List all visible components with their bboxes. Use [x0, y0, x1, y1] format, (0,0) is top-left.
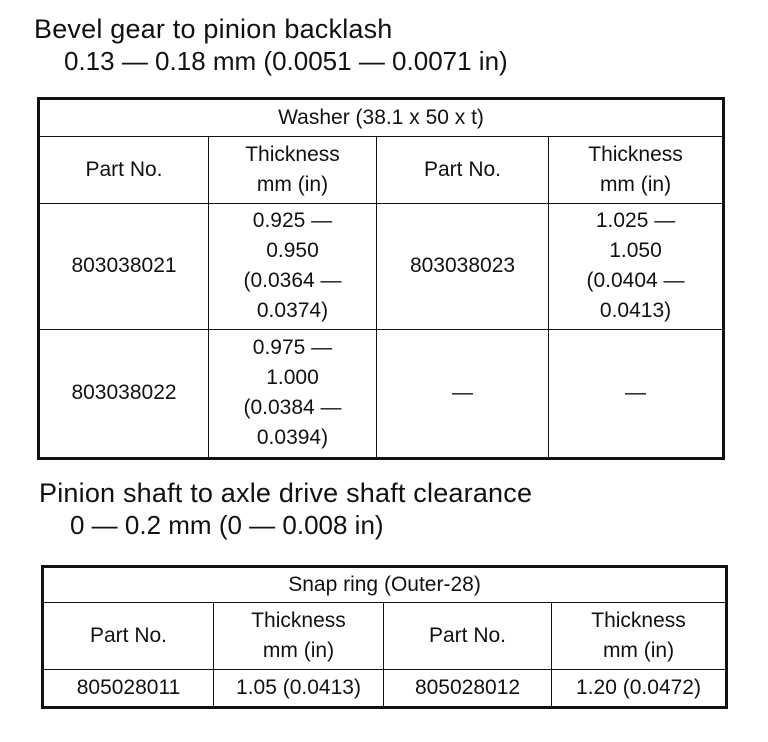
washer-header-thickness-1: [209, 137, 377, 204]
snap-ring-header-thickness-1: [214, 603, 384, 670]
thickness-line: 0.0374): [256, 299, 329, 323]
clearance-title: Pinion shaft to axle drive shaft clearance: [39, 478, 533, 508]
part-number-cell: 805028012: [384, 670, 552, 708]
clearance-spec: 0 — 0.2 mm (0 — 0.008 in): [70, 510, 384, 540]
thickness-cell: 1.20 (0.0472): [552, 670, 727, 708]
table-row: [43, 670, 727, 708]
washer-table-title: Washer (38.1 x 50 x t): [39, 99, 724, 137]
washer-title-row: [39, 99, 724, 137]
part-number-cell: 805028011: [43, 670, 214, 708]
snap-ring-header-part-no-2: Part No.: [384, 603, 552, 670]
thickness-line: 0.0413): [599, 299, 672, 323]
thickness-unit: mm (in): [262, 639, 335, 662]
part-number-cell: 803038022: [39, 329, 209, 458]
thickness-line: 0.975 —: [252, 336, 333, 360]
thickness-line: (0.0384 —: [243, 396, 342, 420]
thickness-cell: [209, 203, 377, 329]
thickness-unit: mm (in): [599, 173, 672, 197]
thickness-cell: [549, 203, 724, 329]
empty-part-cell: —: [377, 329, 549, 458]
thickness-line: 0.925 —: [252, 209, 333, 233]
thickness-line: 1.050: [609, 239, 662, 263]
thickness-line: 0.0394): [256, 426, 329, 450]
thickness-cell: [209, 329, 377, 458]
table-row: [39, 203, 724, 329]
thickness-label: Thickness: [591, 609, 686, 632]
thickness-label: Thickness: [245, 143, 340, 167]
snap-ring-header-part-no-1: Part No.: [43, 603, 214, 670]
snap-ring-title-row: [43, 567, 727, 603]
backlash-title: Bevel gear to pinion backlash: [34, 14, 393, 44]
thickness-line: 1.000: [266, 366, 319, 390]
part-number-cell: 803038021: [39, 203, 209, 329]
washer-header-row: [39, 137, 724, 204]
snap-ring-header-thickness-2: [552, 603, 727, 670]
thickness-unit: mm (in): [602, 639, 675, 662]
washer-header-part-no-2: Part No.: [377, 137, 549, 204]
washer-header-part-no-1: Part No.: [39, 137, 209, 204]
thickness-cell: 1.05 (0.0413): [214, 670, 384, 708]
thickness-line: 1.025 —: [595, 209, 676, 233]
snap-ring-table-title: Snap ring (Outer-28): [43, 567, 727, 603]
thickness-label: Thickness: [251, 609, 346, 632]
part-number-cell: 803038023: [377, 203, 549, 329]
thickness-label: Thickness: [588, 143, 683, 167]
thickness-line: (0.0364 —: [243, 269, 342, 293]
table-row: [39, 329, 724, 458]
snap-ring-header-row: [43, 603, 727, 670]
thickness-line: (0.0404 —: [586, 269, 685, 293]
empty-thickness-cell: —: [549, 329, 724, 458]
thickness-line: 0.950: [266, 239, 319, 263]
snap-ring-table: [41, 565, 728, 709]
washer-header-thickness-2: [549, 137, 724, 204]
thickness-unit: mm (in): [256, 173, 329, 197]
backlash-spec: 0.13 — 0.18 mm (0.0051 — 0.0071 in): [64, 46, 508, 76]
washer-table: [37, 97, 725, 460]
